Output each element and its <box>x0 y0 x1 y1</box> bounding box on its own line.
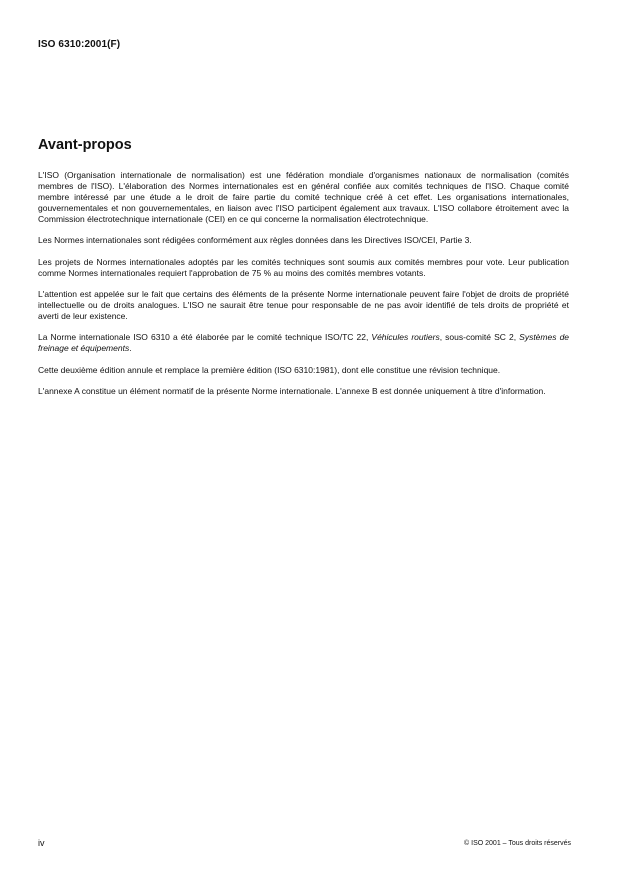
copyright-notice: © ISO 2001 – Tous droits réservés <box>464 840 571 847</box>
committee-text-part2: , sous-comité SC 2, <box>439 332 520 343</box>
committee-text-part1: La Norme internationale ISO 6310 a été élaborée par le comité technique ISO/TC 22, <box>38 332 372 343</box>
document-id-header: ISO 6310:2001(F) <box>38 39 121 50</box>
paragraph-voting: Les projets de Normes internationales adoptés par les comités techniques sont soumis aux comités membres pour vote. Leur publication comme Normes internationales requiert l'approbation de 75 % au moins des comités membres votants. <box>38 256 569 278</box>
section-title: Avant-propos <box>38 137 132 153</box>
paragraph-edition: Cette deuxième édition annule et remplace la première édition (ISO 6310:1981), dont elle constitue une révision technique. <box>38 364 501 375</box>
paragraph-annexes: L'annexe A constitue un élément normatif de la présente Norme internationale. L'annexe B est donnée uniquement à titre d'information. <box>38 386 546 397</box>
committee-text-part3: . <box>129 343 132 354</box>
paragraph-iso-organisation: L'ISO (Organisation internationale de normalisation) est une fédération mondiale d'organismes nationaux de normalisation (comités membres de l'ISO). L'élaboration des Normes internationales est en général confiée aux comités techniques de l'ISO. Chaque comité membre intéressé par une étude a le droit de faire partie du comité technique créé à cet effet. Les organisations internationales, gouvernementales et non gouvernementales, en liaison avec l'ISO participent également aux travaux. L'ISO collabore étroitement avec la Commission électrotechnique internationale (CEI) en ce qui concerne la normalisation électrotechnique. <box>38 170 569 224</box>
page-number: iv <box>38 838 45 848</box>
paragraph-directives: Les Normes internationales sont rédigées conformément aux règles données dans les Directives ISO/CEI, Partie 3. <box>38 235 472 246</box>
paragraph-patent-rights: L'attention est appelée sur le fait que certains des éléments de la présente Norme internationale peuvent faire l'objet de droits de propriété intellectuelle ou de droits analogues. L'ISO ne saurait être tenue pour responsable de ne pas avoir identifié de tels droits de propriété et averti de leur existence. <box>38 289 569 321</box>
committee-name: Véhicules routiers <box>371 332 440 343</box>
subcommittee-name: Systèmes de freinage et équipements <box>38 332 570 354</box>
foreword-body <box>38 170 569 408</box>
paragraph-committee <box>38 332 569 354</box>
